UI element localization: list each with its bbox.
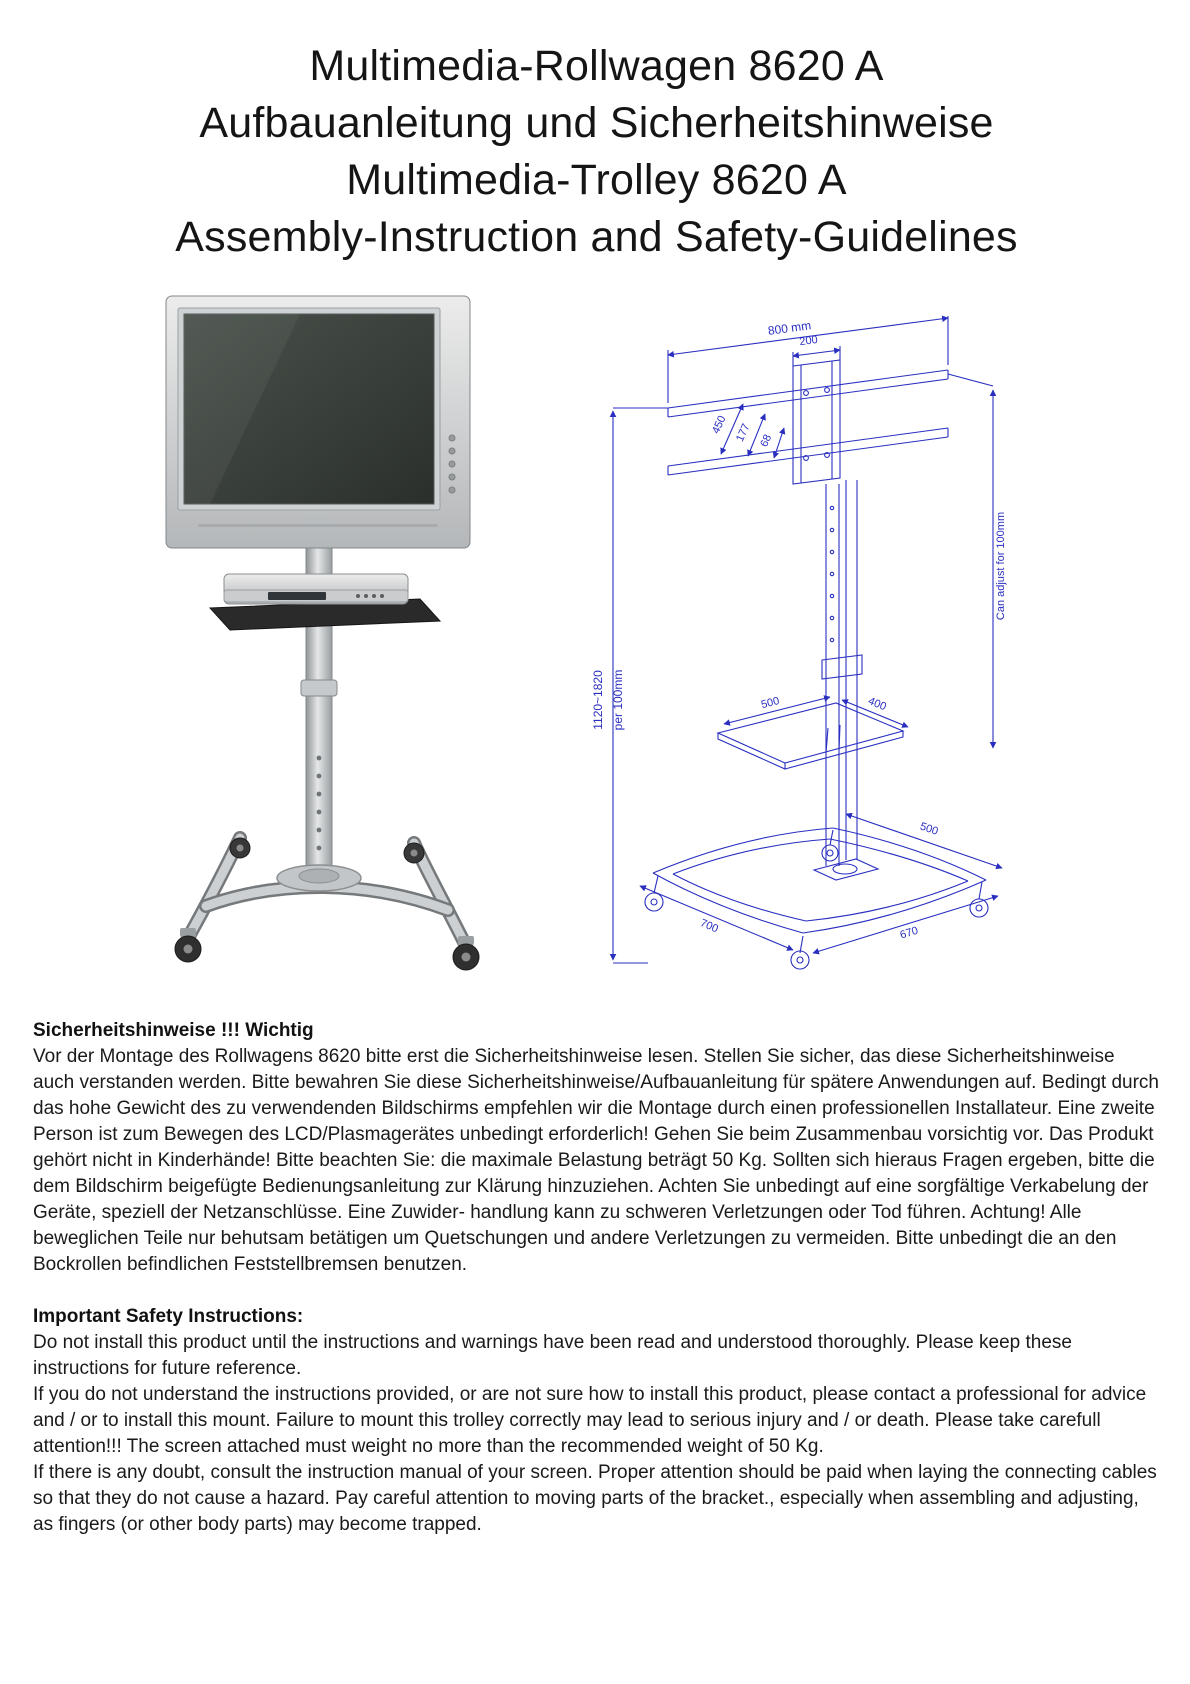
safety-paragraph-2: If you do not understand the instructions provided, or are not sure how to install this product, please contact a professional for advice and / or to install this mount. Failure to mount this trolley correctly may lead to serious injury and / or death. Please take carefull attention!!! The screen attached must weight no more than the recommended weight of 50 Kg.: [33, 1384, 1147, 1457]
dimension-drawing-figure: [578, 308, 1028, 981]
dim-label-base-670: 670: [898, 924, 920, 942]
safety-section-german: [33, 1018, 1160, 1278]
dim-label-base-500: 500: [918, 820, 940, 838]
dim-label-800mm: 800 mm: [767, 318, 812, 338]
dim-label-177: 177: [734, 421, 753, 444]
safety-paragraph-1: Do not install this product until the instructions and warnings have been read and understood thoroughly. Please keep these instructions for future reference.: [33, 1332, 1072, 1379]
title-line-4: Assembly-Instruction and Safety-Guidelines: [175, 213, 1018, 261]
title-line-2: Aufbauanleitung und Sicherheitshinweise: [199, 99, 994, 147]
product-photo-svg: [118, 288, 518, 993]
dim-label-shelf-500: 500: [759, 695, 781, 712]
document-title-block: [33, 38, 1160, 266]
safety-body-german: Vor der Montage des Rollwagens 8620 bitte erst die Sicherheitshinweise lesen. Stellen Sie sicher, das diese Sicherheitshinweise auch verstanden werden. Bitte bewahren Sie diese Sicherheitshinweise/Aufbauanleitung für spätere Anwendungen auf. Bedingt durch das hohe Gewicht des zu verwendenden Bildschirms empfehlen wir die Montage durch einen professionellen Installateur. Eine zweite Person ist zum Bewegen des LCD/Plasmagerätes unbedingt erforderlich! Gehen Sie beim Zusammenbau vorsichtig vor. Das Produkt gehört nicht in Kinderhände! Bitte beachten Sie: die maximale Belastung beträgt 50 Kg. Sollten sich hieraus Fragen ergeben, bitte die dem Bildschirm beigefügte Bedienungsanleitung zur Klärung hinzuziehen. Achten Sie unbedingt auf eine sorgfältige Verkabelung der Geräte, speziell der Netzanschlüsse. Eine Zuwider- handlung kann zu schweren Verletzungen oder Tod führen. Achtung! Alle beweglichen Teile nur behutsam betätigen um Quetschungen und andere Verletzungen zu vermeiden. Bitte unbedingt die an den Bockrollen befindlichen Feststellbremsen benutzen.: [33, 1046, 1159, 1275]
dvd-player: [224, 574, 408, 604]
dim-label-base-700: 700: [698, 917, 720, 936]
safety-paragraph-3: If there is any doubt, consult the instruction manual of your screen. Proper attention should be paid when laying the connecting cables so that they do not cause a hazard. Pay careful attention to moving parts of the bracket., especially when assembling and adjusting, as fingers (or other body parts) may become trapped.: [33, 1462, 1157, 1535]
title-line-3: Multimedia-Trolley 8620 A: [346, 156, 847, 204]
dim-label-shelf-400: 400: [866, 695, 888, 714]
safety-heading-english: Important Safety Instructions:: [33, 1306, 304, 1327]
dim-label-overall-height: 1120~1820: [591, 670, 605, 730]
safety-section-english: [33, 1304, 1160, 1538]
safety-heading-german: Sicherheitshinweise !!! Wichtig: [33, 1020, 314, 1041]
tv-screen: [166, 296, 470, 548]
dim-label-height-step: per 100mm: [611, 669, 625, 731]
dimension-drawing-svg: [578, 308, 1028, 976]
dim-label-adjust-note: Can adjust for 100mm: [995, 511, 1007, 621]
title-line-1: Multimedia-Rollwagen 8620 A: [309, 42, 884, 90]
dim-label-68: 68: [758, 432, 775, 449]
support-poles: [822, 480, 862, 866]
shelf-outline: [718, 703, 903, 769]
mount-plate: [793, 360, 840, 484]
text-sections: [33, 1018, 1160, 1538]
product-photo-figure: [118, 288, 518, 998]
figures-row: [33, 288, 1160, 1000]
dim-label-200: 200: [798, 333, 819, 349]
dim-label-450: 450: [710, 413, 729, 436]
